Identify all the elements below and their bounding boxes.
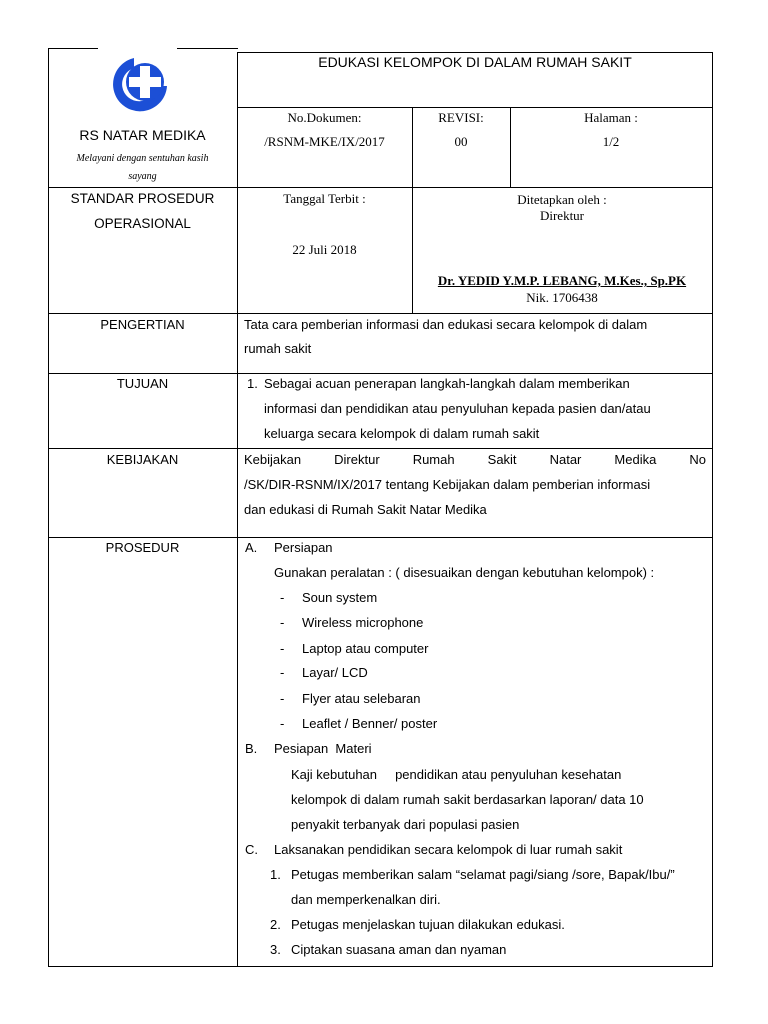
- kebijakan-text-line1: Kebijakan Direktur Rumah Sakit Natar Medika No: [244, 452, 706, 467]
- kebijakan-text-line3: dan edukasi di Rumah Sakit Natar Medika: [244, 502, 487, 517]
- page-label: Halaman :: [584, 110, 638, 125]
- tujuan-number: 1.: [247, 376, 258, 391]
- table-border-left: [48, 48, 49, 967]
- table-column-divider: [237, 52, 238, 967]
- issue-date-label: Tanggal Terbit :: [283, 191, 366, 206]
- list-item-dash: -: [280, 691, 285, 706]
- pengertian-text-line2: rumah sakit: [244, 341, 312, 356]
- document-title: EDUKASI KELOMPOK DI DALAM RUMAH SAKIT: [318, 54, 632, 70]
- revision-value: 00: [454, 134, 468, 149]
- table-border-top-left: [48, 48, 98, 49]
- step-3-text: Ciptakan suasana aman dan nyaman: [291, 942, 507, 957]
- section-a-intro: Gunakan peralatan : ( disesuaikan dengan kebutuhan kelompok) :: [274, 565, 655, 580]
- approved-by-label: Ditetapkan oleh :: [517, 192, 607, 207]
- list-item-dash: -: [280, 716, 285, 731]
- row-divider-sop: [48, 313, 713, 314]
- kebijakan-label: KEBIJAKAN: [106, 452, 179, 467]
- hospital-cross-logo-icon: [104, 50, 174, 116]
- list-item: Leaflet / Benner/ poster: [302, 716, 438, 731]
- step-2-text: Petugas menjelaskan tujuan dilakukan edukasi.: [291, 917, 565, 932]
- tujuan-text-line2: informasi dan pendidikan atau penyuluhan kepada pasien dan/atau: [264, 401, 651, 416]
- page-value: 1/2: [602, 134, 620, 149]
- section-b-text-line1: Kaji kebutuhan pendidikan atau penyuluhan kesehatan: [291, 767, 622, 782]
- row-divider-header: [48, 187, 713, 188]
- section-c-marker: C.: [245, 842, 258, 857]
- doc-number-label: No.Dokumen:: [287, 110, 362, 125]
- list-item-dash: -: [280, 615, 285, 630]
- hospital-tagline-line1: Melayani dengan sentuhan kasih: [76, 153, 209, 164]
- row-divider-pengertian: [48, 373, 713, 374]
- list-item: Laptop atau computer: [302, 641, 429, 656]
- signatory-nik: Nik. 1706438: [526, 290, 598, 305]
- row-divider-kebijakan: [48, 537, 713, 538]
- step-2-number: 2.: [270, 917, 281, 932]
- hospital-tagline-line2: sayang: [128, 171, 157, 182]
- section-b-marker: B.: [245, 741, 258, 756]
- kebijakan-text-line2: /SK/DIR-RSNM/IX/2017 tentang Kebijakan dalam pemberian informasi: [244, 477, 651, 492]
- table-border-top-title: [237, 52, 713, 53]
- list-item: Flyer atau selebaran: [302, 691, 421, 706]
- header-title-divider: [237, 107, 713, 108]
- section-b-title: Pesiapan Materi: [274, 741, 372, 756]
- section-a-title: Persiapan: [274, 540, 333, 555]
- list-item: Soun system: [302, 590, 378, 605]
- section-b-text-line2: kelompok di dalam rumah sakit berdasarkan laporan/ data 10: [291, 792, 644, 807]
- list-item-dash: -: [280, 590, 285, 605]
- pengertian-label: PENGERTIAN: [100, 317, 185, 332]
- prosedur-label: PROSEDUR: [105, 540, 180, 555]
- tujuan-text-line3: keluarga secara kelompok di dalam rumah sakit: [264, 426, 540, 441]
- tujuan-label: TUJUAN: [116, 376, 169, 391]
- table-border-top-right: [177, 48, 238, 49]
- table-border-bottom: [48, 966, 713, 967]
- sop-label-line2: OPERASIONAL: [94, 216, 191, 231]
- row-divider-tujuan: [48, 448, 713, 449]
- revision-label: REVISI:: [438, 110, 484, 125]
- list-item: Layar/ LCD: [302, 665, 368, 680]
- step-1-text-line1: Petugas memberikan salam “selamat pagi/siang /sore, Bapak/Ibu/”: [291, 867, 675, 882]
- step-1-number: 1.: [270, 867, 281, 882]
- table-border-right: [712, 52, 713, 967]
- approved-by-role: Direktur: [539, 208, 585, 223]
- section-a-marker: A.: [245, 540, 258, 555]
- signatory-name: Dr. YEDID Y.M.P. LEBANG, M.Kes., Sp.PK: [437, 273, 687, 288]
- sop-label-line1: STANDAR PROSEDUR: [70, 191, 215, 206]
- section-b-text-line3: penyakit terbanyak dari populasi pasien: [291, 817, 520, 832]
- list-item-dash: -: [280, 665, 285, 680]
- issue-date-value: 22 Juli 2018: [292, 242, 357, 257]
- doc-number-value: /RSNM-MKE/IX/2017: [264, 134, 385, 149]
- tujuan-text-line1: Sebagai acuan penerapan langkah-langkah dalam memberikan: [264, 376, 630, 391]
- step-1-text-line2: dan memperkenalkan diri.: [291, 892, 441, 907]
- step-3-number: 3.: [270, 942, 281, 957]
- hospital-name: RS NATAR MEDIKA: [79, 127, 206, 143]
- pengertian-text-line1: Tata cara pemberian informasi dan edukasi secara kelompok di dalam: [244, 317, 648, 332]
- list-item-dash: -: [280, 641, 285, 656]
- section-c-title: Laksanakan pendidikan secara kelompok di luar rumah sakit: [274, 842, 623, 857]
- list-item: Wireless microphone: [302, 615, 424, 630]
